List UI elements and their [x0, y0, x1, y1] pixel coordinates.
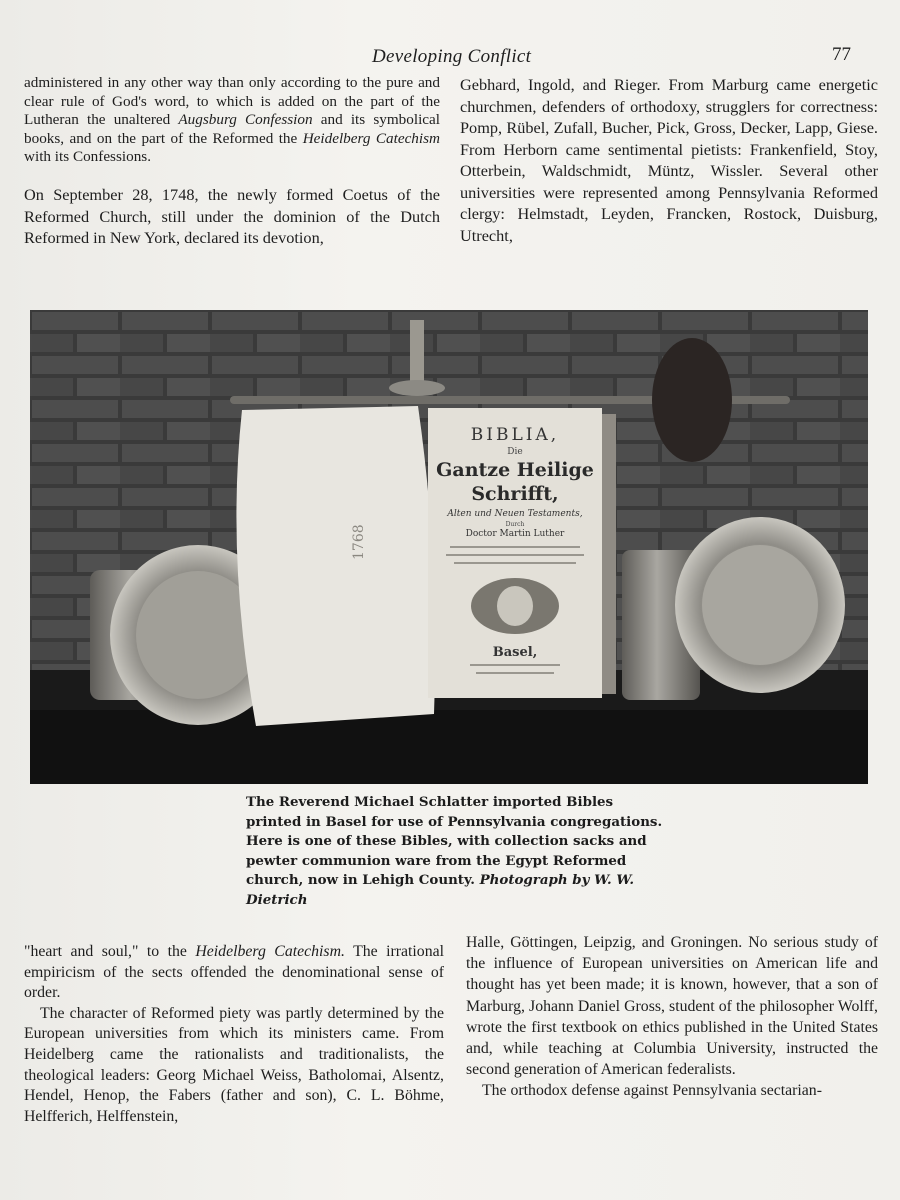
- bible-title-line-1: BIBLIA,: [470, 425, 560, 445]
- quotation-block: administered in any other way than only according to the pure and clear rule of God's word, to which is added on the part of the Lutheran the unaltered Augsburg Confession and its symbolical books, and on the part of the Reformed the Heidelberg Catechism with its Confessions.: [24, 74, 441, 166]
- paragraph-reformed-piety: The character of Reformed piety was partly determined by the European universities from which its ministers came. From Heidelberg came the rationalists and traditionalists, the theological leaders: Georg Michael Weiss, Batholomai, Alsentz, Hendel, Henop, the Fabers (father and son), C. L. Böhme, Helfferich, Helffenstein,: [24, 1004, 444, 1125]
- paragraph-orthodox-defense: The orthodox defense against Pennsylvania sectarian-: [482, 1082, 822, 1100]
- paragraph-universities-bottom: Halle, Göttingen, Leipzig, and Groningen. No serious study of the influence of European universities on American life and thought has yet been made; it is known, however, that a son of Marburg, Johann Daniel Gross, student of the philosopher Wolff, wrote the first textbook on ethics published in the United States and, while teaching at Columbia University, instructed the second generation of American federalists.: [466, 934, 878, 1079]
- bible-title-line-4: Schrifft,: [471, 483, 559, 505]
- photo-credit: Photograph by W. W. Dietrich: [246, 872, 634, 908]
- bible-title-line-6: Durch: [505, 521, 525, 528]
- page-number: 77: [832, 44, 851, 65]
- paragraph-coetus: On September 28, 1748, the newly formed Coetus of the Reformed Church, still under the dominion of the Dutch Reformed in New York, declared its devotion,: [24, 185, 440, 247]
- heidelberg-catechism-title-2: Heidelberg Catechism.: [195, 943, 345, 960]
- collection-sack: [236, 406, 435, 726]
- bible-title-line-2: Die: [507, 447, 523, 457]
- sack-inscription: 1768: [351, 524, 367, 560]
- bible-title-line-3: Gantze Heilige: [436, 459, 594, 481]
- bible-title-line-5: Alten und Neuen Testaments,: [447, 509, 583, 519]
- column-bottom-right: [466, 932, 878, 1102]
- column-bottom-left: "heart and soul," to the Heidelberg Catechism. The irrational empiricism of the sects offended the denominational sense of order. The character of Reformed piety was partly determined by the European universities from which its ministers came. From Heidelberg came the rationalists and traditionalists, the theological leaders: Georg Michael Weiss, Batholomai, Alsentz, Hendel, Henop, the Fabers (father and son), C. L. Böhme, Helfferich, Helffenstein,: [24, 942, 444, 1127]
- running-head: Developing Conflict: [372, 46, 532, 67]
- paragraph-universities-top: Gebhard, Ingold, and Rieger. From Marburg came energetic churchmen, defenders of orthodoxy, strugglers for correctness: Pomp, Rübel, Zufall, Bucher, Pick, Gross, Decker, Lapp, Giese. From Herborn came sentimental pietists: Frankenfield, Stoy, Otterbein, Waldschmidt, Müntz, Wissler. Several other universities were represented among Pennsylvania Reformed clergy: Helmstadt, Leyden, Francken, Rostock, Duisburg, Utrecht,: [460, 75, 878, 245]
- augsburg-confession-title: Augsburg Confession: [178, 111, 313, 129]
- bible-photograph: [30, 310, 868, 784]
- bible-title-line-7: Doctor Martin Luther: [465, 529, 565, 539]
- photo-caption: The Reverend Michael Schlatter imported Bibles printed in Basel for use of Pennsylvania congregations. Here is one of these Bibles, with collection sacks and pewter communion ware from the Egypt Reformed church, now in Lehigh County. Photograph by W. W. Dietrich: [246, 794, 663, 908]
- heidelberg-catechism-title: Heidelberg Catechism: [302, 129, 441, 147]
- bible-place: Basel,: [492, 645, 538, 660]
